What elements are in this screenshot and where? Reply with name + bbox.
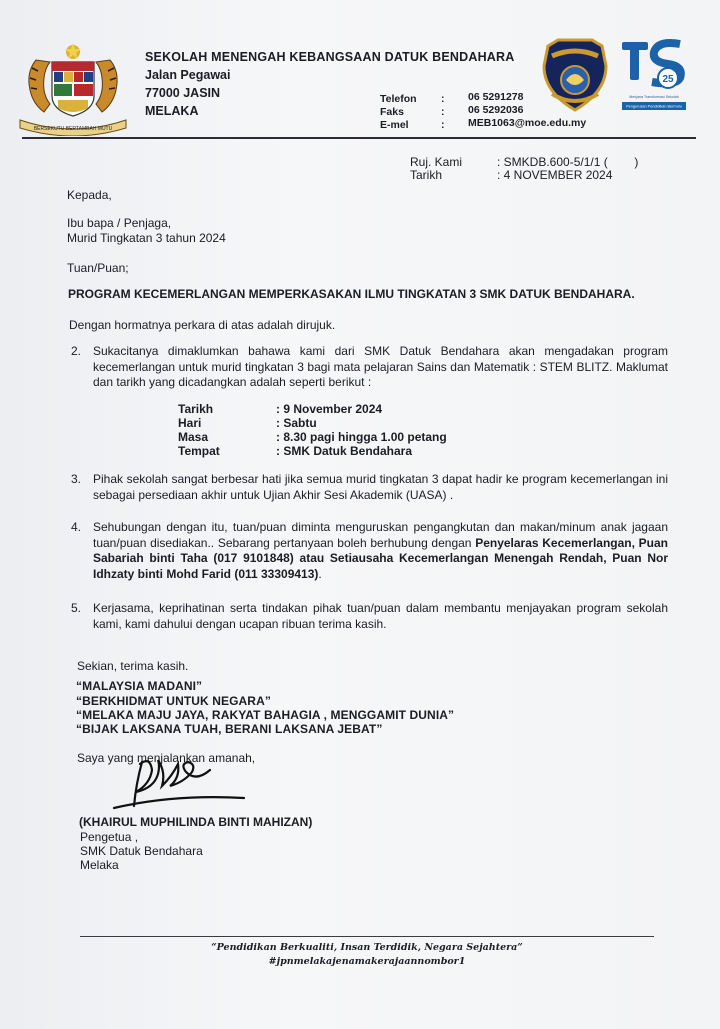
signatory-title: Pengetua , bbox=[80, 830, 139, 844]
contact-value-faks: 06 5292036 bbox=[468, 104, 524, 116]
contact-colon: : bbox=[441, 106, 445, 118]
motto-1: “MALAYSIA MADANI” bbox=[76, 679, 203, 693]
contact-colon: : bbox=[441, 119, 445, 131]
address-line-1: Jalan Pegawai bbox=[145, 68, 231, 82]
amanah-line: Saya yang menjalankan amanah, bbox=[77, 751, 256, 765]
detail-value-hari: : Sabtu bbox=[276, 416, 317, 430]
contact-label-faks: Faks bbox=[380, 106, 404, 118]
paragraph-2-number: 2. bbox=[71, 344, 82, 358]
ts25-logo-icon bbox=[618, 34, 690, 114]
paragraph-4-end: . bbox=[318, 566, 322, 581]
paragraph-4 bbox=[93, 520, 668, 582]
opening-line: Dengan hormatnya perkara di atas adalah dirujuk. bbox=[69, 318, 336, 332]
school-name: SEKOLAH MENENGAH KEBANGSAAN DATUK BENDAHARA bbox=[145, 50, 515, 64]
closing-thanks: Sekian, terima kasih. bbox=[77, 659, 189, 673]
footer-slogan: “Pendidikan Berkualiti, Insan Terdidik, Negara Sejahtera” bbox=[211, 942, 523, 953]
detail-label-masa: Masa bbox=[178, 430, 209, 444]
crest-banner-text: BERSEKUTU BERTAMBAH MUTU bbox=[33, 126, 113, 132]
paragraph-4-number: 4. bbox=[71, 520, 82, 534]
paragraph-5-number: 5. bbox=[71, 601, 82, 615]
detail-value-tempat: : SMK Datuk Bendahara bbox=[276, 444, 413, 458]
contact-colon: : bbox=[441, 93, 445, 105]
signatory-name: (KHAIRUL MUPHILINDA BINTI MAHIZAN) bbox=[79, 815, 313, 829]
detail-label-tarikh: Tarikh bbox=[178, 402, 214, 416]
address-line-3: MELAKA bbox=[145, 104, 199, 118]
ref-value: : SMKDB.600-5/1/1 ( ) bbox=[497, 155, 639, 169]
contact-value-email: MEB1063@moe.edu.my bbox=[468, 117, 587, 129]
contact-label-telefon: Telefon bbox=[380, 93, 417, 105]
school-logo-icon bbox=[538, 38, 612, 114]
ts25-subcaption: Pengurusan Pendidikan Bermutu bbox=[626, 104, 682, 109]
detail-label-tempat: Tempat bbox=[178, 444, 220, 458]
ts25-caption: Menjana Transformasi Sekolah bbox=[629, 95, 679, 99]
contact-label-email: E-mel bbox=[380, 119, 409, 131]
detail-value-masa: : 8.30 pagi hingga 1.00 petang bbox=[276, 430, 447, 444]
motto-3: “MELAKA MAJU JAYA, RAKYAT BAHAGIA , MENGGAMIT DUNIA” bbox=[76, 708, 455, 722]
ref-label: Ruj. Kami bbox=[410, 155, 463, 169]
paragraph-5: Kerjasama, keprihatinan serta tindakan pihak tuan/puan dalam membantu menjayakan program sekolah kami, kami dahului dengan ucapan ribuan terima kasih. bbox=[93, 601, 668, 631]
date-label: Tarikh bbox=[410, 168, 443, 182]
footer-hashtag: #jpnmelakajenamakerajaannombor1 bbox=[268, 956, 466, 967]
footer-divider bbox=[80, 936, 654, 937]
header-divider bbox=[22, 137, 696, 139]
subject-line: PROGRAM KECEMERLANGAN MEMPERKASAKAN ILMU TINGKATAN 3 SMK DATUK BENDAHARA. bbox=[68, 287, 635, 301]
school-logo-text: JASIN bbox=[566, 55, 584, 61]
signatory-school: SMK Datuk Bendahara bbox=[80, 844, 203, 858]
paragraph-3: Pihak sekolah sangat berbesar hati jika semua murid tingkatan 3 dapat hadir ke program kecemerlangan ini sebagai persediaan akhir untuk Ujian Akhir Sesi Akademik (UASA) . bbox=[93, 472, 668, 502]
coat-of-arms-icon bbox=[14, 40, 132, 136]
motto-4: “BIJAK LAKSANA TUAH, BERANI LAKSANA JEBAT” bbox=[76, 722, 383, 736]
paragraph-4-text: Sehubungan dengan itu, tuan/puan diminta menguruskan pengangkutan dan makan/minum anak jagaan tuan/puan disediakan.. Sebarang pertanyaan boleh berhubung dengan bbox=[93, 520, 668, 550]
paragraph-4-contacts: Penyelaras Kecemerlangan, Puan Sabariah binti Taha (017 9101848) atau Setiausaha Kecemerlangan Menengah Rendah, Puan Nor Idhzaty binti Mohd Farid (011 33309413) bbox=[93, 535, 669, 581]
detail-value-tarikh: : 9 November 2024 bbox=[276, 402, 383, 416]
paragraph-3-number: 3. bbox=[71, 472, 82, 486]
recipient-line-2: Murid Tingkatan 3 tahun 2024 bbox=[67, 231, 226, 245]
signature-icon bbox=[110, 752, 260, 822]
date-value: : 4 NOVEMBER 2024 bbox=[497, 168, 613, 182]
address-line-2: 77000 JASIN bbox=[145, 86, 221, 100]
salutation: Tuan/Puan; bbox=[67, 261, 129, 275]
detail-label-hari: Hari bbox=[178, 416, 202, 430]
paragraph-2: Sukacitanya dimaklumkan bahawa kami dari SMK Datuk Bendahara akan mengadakan program kecemerlangan untuk murid tingkatan 3 bagi mata pelajaran Sains dan Matematik : STEM BLITZ. Maklumat dan tarikh yang dicadangkan adalah seperti berikut : bbox=[93, 344, 668, 389]
signatory-state: Melaka bbox=[80, 858, 119, 872]
kepada-label: Kepada, bbox=[67, 188, 112, 202]
ts25-number: 25 bbox=[662, 74, 674, 85]
motto-2: “BERKHIDMAT UNTUK NEGARA” bbox=[76, 694, 271, 708]
contact-value-telefon: 06 5291278 bbox=[468, 91, 524, 103]
recipient-line-1: Ibu bapa / Penjaga, bbox=[67, 216, 172, 230]
